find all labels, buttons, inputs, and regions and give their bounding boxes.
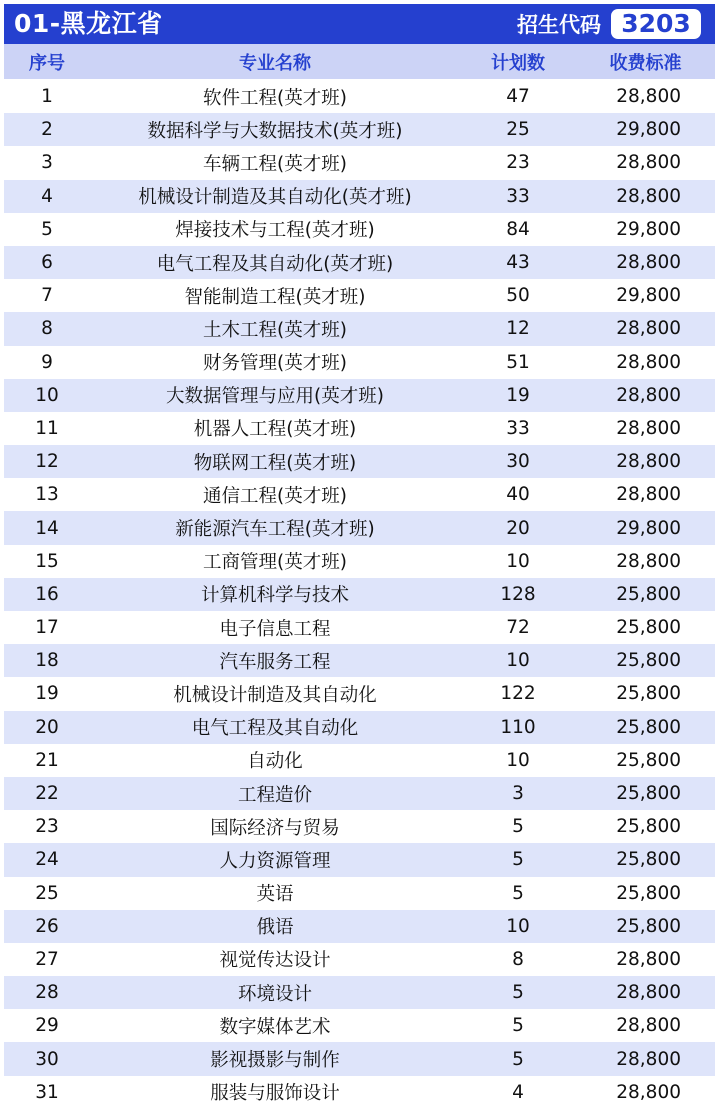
plan-count-cell: 20 xyxy=(506,517,530,539)
tuition-fee-cell: 28,800 xyxy=(616,318,681,340)
major-name-cell: 工商管理(英才班) xyxy=(203,552,347,574)
serial-no-cell: 17 xyxy=(35,617,59,639)
serial-no-cell: 7 xyxy=(41,285,53,307)
table-row xyxy=(4,711,715,744)
major-name-cell: 电子信息工程 xyxy=(219,618,331,640)
plan-count-cell: 33 xyxy=(506,185,530,207)
major-name-cell: 数字媒体艺术 xyxy=(219,1016,331,1038)
tuition-fee-cell: 28,800 xyxy=(616,948,681,970)
tuition-fee-cell: 25,800 xyxy=(616,849,681,871)
plan-count-cell: 5 xyxy=(512,1015,524,1037)
table-row xyxy=(4,578,715,611)
major-name-cell: 机器人工程(英才班) xyxy=(193,419,357,441)
serial-no-cell: 9 xyxy=(41,351,53,373)
table-row xyxy=(4,744,715,777)
serial-no-cell: 19 xyxy=(35,683,59,705)
serial-no-cell: 6 xyxy=(41,252,53,274)
serial-no-cell: 21 xyxy=(35,749,59,771)
serial-no-cell: 11 xyxy=(35,417,59,439)
major-name-cell: 计算机科学与技术 xyxy=(200,585,349,607)
serial-no-cell: 30 xyxy=(35,1048,59,1070)
major-name-cell: 工程造价 xyxy=(237,784,312,806)
tuition-fee-cell: 28,800 xyxy=(616,252,681,274)
table-row xyxy=(4,213,715,246)
plan-count-cell: 25 xyxy=(506,119,530,141)
serial-no-cell: 10 xyxy=(35,384,59,406)
plan-count-cell: 5 xyxy=(512,982,524,1004)
plan-count-cell: 51 xyxy=(506,351,530,373)
tuition-fee-cell: 28,800 xyxy=(616,1048,681,1070)
table-row xyxy=(4,379,715,412)
serial-no-cell: 20 xyxy=(35,716,59,738)
major-name-cell: 财务管理(英才班) xyxy=(203,353,347,375)
tuition-fee-cell: 28,800 xyxy=(616,982,681,1004)
tuition-fee-cell: 25,800 xyxy=(616,882,681,904)
major-name-cell: 国际经济与贸易 xyxy=(210,817,340,839)
tuition-fee-cell: 25,800 xyxy=(616,683,681,705)
tuition-fee-cell: 25,800 xyxy=(616,617,681,639)
major-name-cell: 大数据管理与应用(英才班) xyxy=(166,386,384,408)
major-name-cell: 通信工程(英才班) xyxy=(203,485,347,507)
table-row xyxy=(4,843,715,876)
table-row xyxy=(4,611,715,644)
tuition-fee-cell: 28,800 xyxy=(616,185,681,207)
header-plan-count: 计划数 xyxy=(491,52,545,74)
serial-no-cell: 14 xyxy=(35,517,59,539)
plan-count-cell: 5 xyxy=(512,1048,524,1070)
serial-no-cell: 12 xyxy=(35,451,59,473)
table-row xyxy=(4,445,715,478)
enrollment-code-group xyxy=(517,4,701,44)
header-serial-no: 序号 xyxy=(29,52,65,74)
plan-count-cell: 84 xyxy=(506,218,530,240)
serial-no-cell: 31 xyxy=(35,1081,59,1103)
table-row xyxy=(4,644,715,677)
plan-count-cell: 8 xyxy=(512,948,524,970)
serial-no-cell: 27 xyxy=(35,948,59,970)
plan-count-cell: 5 xyxy=(512,882,524,904)
serial-no-cell: 8 xyxy=(41,318,53,340)
major-name-cell: 智能制造工程(英才班) xyxy=(184,286,366,308)
plan-count-cell: 10 xyxy=(506,749,530,771)
table-row xyxy=(4,976,715,1009)
table-row xyxy=(4,412,715,445)
plan-count-cell: 4 xyxy=(512,1081,524,1103)
table-row xyxy=(4,545,715,578)
plan-count-cell: 5 xyxy=(512,849,524,871)
major-name-cell: 软件工程(英才班) xyxy=(203,87,347,109)
serial-no-cell: 15 xyxy=(35,550,59,572)
major-name-cell: 汽车服务工程 xyxy=(219,651,331,673)
tuition-fee-cell: 25,800 xyxy=(616,583,681,605)
enrollment-code-label: 招生代码 xyxy=(517,13,601,37)
major-name-cell: 人力资源管理 xyxy=(219,850,331,872)
plan-count-cell: 3 xyxy=(512,783,524,805)
serial-no-cell: 25 xyxy=(35,882,59,904)
plan-count-cell: 10 xyxy=(506,650,530,672)
plan-count-cell: 23 xyxy=(506,152,530,174)
table-row xyxy=(4,877,715,910)
table-header xyxy=(4,44,715,79)
plan-count-cell: 30 xyxy=(506,451,530,473)
table-row xyxy=(4,810,715,843)
major-name-cell: 机械设计制造及其自动化 xyxy=(173,684,377,706)
header-major-name: 专业名称 xyxy=(239,52,311,74)
table-row xyxy=(4,943,715,976)
plan-count-cell: 43 xyxy=(506,252,530,274)
tuition-fee-cell: 29,800 xyxy=(616,517,681,539)
table-row xyxy=(4,346,715,379)
tuition-fee-cell: 25,800 xyxy=(616,783,681,805)
major-name-cell: 俄语 xyxy=(256,917,294,939)
province-banner xyxy=(4,4,715,44)
tuition-fee-cell: 28,800 xyxy=(616,152,681,174)
serial-no-cell: 22 xyxy=(35,783,59,805)
plan-count-cell: 50 xyxy=(506,285,530,307)
tuition-fee-cell: 25,800 xyxy=(616,915,681,937)
major-name-cell: 车辆工程(英才班) xyxy=(203,153,347,175)
serial-no-cell: 13 xyxy=(35,484,59,506)
tuition-fee-cell: 29,800 xyxy=(616,285,681,307)
serial-no-cell: 28 xyxy=(35,982,59,1004)
serial-no-cell: 1 xyxy=(41,86,53,108)
serial-no-cell: 29 xyxy=(35,1015,59,1037)
tuition-fee-cell: 29,800 xyxy=(616,119,681,141)
serial-no-cell: 2 xyxy=(41,119,53,141)
table-row xyxy=(4,246,715,279)
major-table-body xyxy=(4,80,715,1109)
major-name-cell: 土木工程(英才班) xyxy=(203,319,347,341)
major-name-cell: 数据科学与大数据技术(英才班) xyxy=(147,120,403,142)
serial-no-cell: 23 xyxy=(35,816,59,838)
plan-count-cell: 12 xyxy=(506,318,530,340)
table-row xyxy=(4,312,715,345)
major-name-cell: 自动化 xyxy=(247,751,303,773)
plan-count-cell: 47 xyxy=(506,86,530,108)
table-row xyxy=(4,1076,715,1109)
major-name-cell: 环境设计 xyxy=(237,983,312,1005)
plan-count-cell: 33 xyxy=(506,417,530,439)
table-row xyxy=(4,180,715,213)
tuition-fee-cell: 28,800 xyxy=(616,384,681,406)
plan-count-cell: 122 xyxy=(500,683,536,705)
serial-no-cell: 4 xyxy=(41,185,53,207)
header-tuition-fee: 收费标准 xyxy=(609,52,682,74)
major-name-cell: 电气工程及其自动化(英才班) xyxy=(156,253,394,275)
tuition-fee-cell: 25,800 xyxy=(616,816,681,838)
table-row xyxy=(4,80,715,113)
major-name-cell: 机械设计制造及其自动化(英才班) xyxy=(138,187,412,209)
table-row xyxy=(4,478,715,511)
table-row xyxy=(4,910,715,943)
table-row xyxy=(4,113,715,146)
tuition-fee-cell: 29,800 xyxy=(616,218,681,240)
tuition-fee-cell: 28,800 xyxy=(616,417,681,439)
major-name-cell: 焊接技术与工程(英才班) xyxy=(175,220,375,242)
plan-count-cell: 19 xyxy=(506,384,530,406)
plan-count-cell: 10 xyxy=(506,550,530,572)
major-name-cell: 新能源汽车工程(英才班) xyxy=(175,519,375,541)
tuition-fee-cell: 28,800 xyxy=(616,451,681,473)
major-name-cell: 影视摄影与制作 xyxy=(210,1050,340,1072)
tuition-fee-cell: 25,800 xyxy=(616,716,681,738)
plan-count-cell: 72 xyxy=(506,617,530,639)
table-row xyxy=(4,146,715,179)
tuition-fee-cell: 28,800 xyxy=(616,86,681,108)
plan-count-cell: 128 xyxy=(500,583,536,605)
tuition-fee-cell: 28,800 xyxy=(616,484,681,506)
serial-no-cell: 16 xyxy=(35,583,59,605)
tuition-fee-cell: 28,800 xyxy=(616,550,681,572)
serial-no-cell: 24 xyxy=(35,849,59,871)
table-row xyxy=(4,511,715,544)
serial-no-cell: 3 xyxy=(41,152,53,174)
major-name-cell: 物联网工程(英才班) xyxy=(193,452,357,474)
serial-no-cell: 18 xyxy=(35,650,59,672)
serial-no-cell: 26 xyxy=(35,915,59,937)
major-name-cell: 服装与服饰设计 xyxy=(210,1083,340,1105)
enrollment-code-badge: 3203 xyxy=(611,9,701,39)
table-row xyxy=(4,1009,715,1042)
major-name-cell: 电气工程及其自动化 xyxy=(191,718,359,740)
province-title: 01-黑龙江省 xyxy=(14,9,163,38)
tuition-fee-cell: 28,800 xyxy=(616,351,681,373)
plan-count-cell: 5 xyxy=(512,816,524,838)
plan-count-cell: 40 xyxy=(506,484,530,506)
tuition-fee-cell: 28,800 xyxy=(616,1081,681,1103)
plan-count-cell: 110 xyxy=(500,716,536,738)
plan-count-cell: 10 xyxy=(506,915,530,937)
serial-no-cell: 5 xyxy=(41,218,53,240)
tuition-fee-cell: 28,800 xyxy=(616,1015,681,1037)
tuition-fee-cell: 25,800 xyxy=(616,749,681,771)
table-row xyxy=(4,677,715,710)
table-row xyxy=(4,777,715,810)
tuition-fee-cell: 25,800 xyxy=(616,650,681,672)
table-row xyxy=(4,1042,715,1075)
table-row xyxy=(4,279,715,312)
major-name-cell: 英语 xyxy=(256,884,294,906)
major-name-cell: 视觉传达设计 xyxy=(219,950,331,972)
